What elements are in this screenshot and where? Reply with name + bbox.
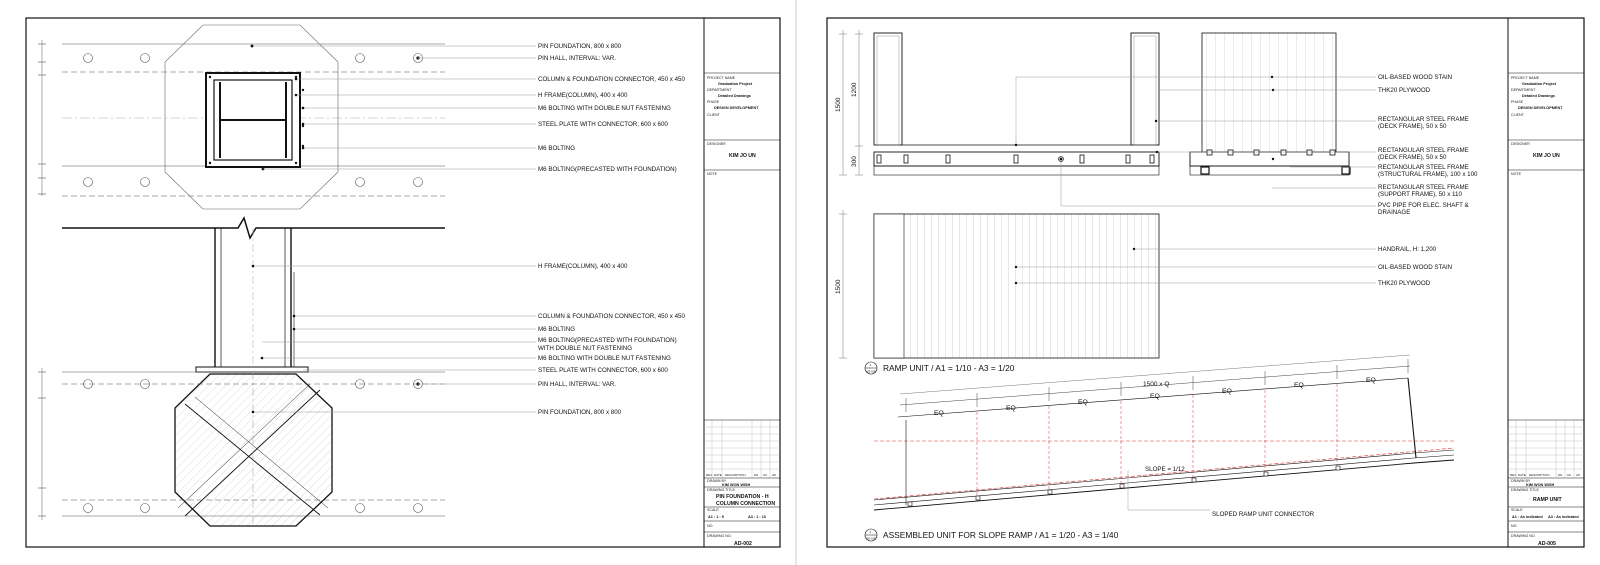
drawing-label: EQ: [934, 410, 944, 417]
drawing-label: A1 : 1 : 5: [708, 515, 724, 519]
callout-text: RECTANGULAR STEEL FRAME: [1378, 184, 1469, 191]
callout-text: M6 BOLTING(PRECASTED WITH FOUNDATION): [538, 337, 677, 344]
drawing-label: PROJECT NAME: [1511, 76, 1540, 80]
callout-text: (SUPPORT FRAME), 50 x 110: [1378, 191, 1462, 198]
drawing-label: NOTE: [1511, 172, 1521, 176]
drawing-label: CK: [763, 473, 768, 477]
drawing-label: DATE: [1518, 473, 1526, 477]
drawing-label: RAMP UNIT / A1 = 1/10 - A3 = 1/20: [883, 363, 1015, 373]
drawing-label: Graduation Project: [718, 82, 753, 86]
drawing-label: KIM WON WISH: [722, 483, 751, 487]
dim-1200: 1200: [851, 82, 858, 97]
drawing-label: ASSEMBLED UNIT FOR SLOPE RAMP / A1 = 1/20 - A3 = 1/40: [883, 530, 1119, 540]
callout-text: RECTANGULAR STEEL FRAME: [1378, 164, 1469, 171]
ramp-unit-section: [874, 33, 1159, 175]
drawing-label: DESIGNER: [1511, 142, 1530, 146]
drawing-label: RAMP UNIT: [1533, 497, 1562, 503]
ramp-unit-plan: [874, 214, 1159, 358]
drawing-label: 1: [869, 363, 872, 367]
drawing-label: CK: [1567, 473, 1572, 477]
left-sheet-frame: [26, 18, 780, 547]
drawing-label: DN: [754, 473, 759, 477]
drawing-label: PHASE: [707, 100, 720, 104]
drawing-label: NOTE: [707, 172, 717, 176]
callout-text: THK20 PLYWOOD: [1378, 87, 1431, 94]
callout-text: H FRAME(COLUMN), 400 x 400: [538, 263, 628, 270]
drawing-label: AP: [772, 473, 777, 477]
drawing-label: EQ: [1366, 377, 1376, 384]
left-callouts-bottom: [538, 263, 685, 416]
callout-text: STEEL PLATE WITH CONNECTOR, 600 x 600: [538, 121, 668, 128]
callout-text: WITH DOUBLE NUT FASTENING: [538, 345, 633, 352]
callout-text: H FRAME(COLUMN), 400 x 400: [538, 92, 628, 99]
column-elevation: [175, 228, 332, 526]
drawing-label: DEPARTMENT: [707, 88, 732, 92]
drawing-label: COLUMN CONNECTION: [716, 501, 776, 507]
connector-label: SLOPED RAMP UNIT CONNECTOR: [1212, 511, 1315, 518]
drawing-label: DESCRIPTION: [1529, 473, 1550, 477]
drawing-label: A1 : As indicated: [1512, 515, 1543, 519]
callout-text: M6 BOLTING: [538, 145, 576, 152]
callout-text: PIN FOUNDATION, 800 x 800: [538, 409, 622, 416]
callout-text: COLUMN & FOUNDATION CONNECTOR, 450 x 450: [538, 76, 685, 83]
drawing-label: REV.: [706, 473, 713, 477]
callout-text: (DECK FRAME), 50 x 50: [1378, 123, 1447, 130]
left-title-block: [704, 73, 780, 547]
dim-300: 300: [851, 156, 858, 167]
callout-text: M6 BOLTING WITH DOUBLE NUT FASTENING: [538, 355, 671, 362]
drawing-label: DESCRIPTION: [725, 473, 746, 477]
right-callouts-plan: [1378, 246, 1452, 287]
drawing-label: CLIENT: [1511, 113, 1524, 117]
drawing-label: DESIGNER: [707, 142, 726, 146]
drawing-label: EQ: [1078, 399, 1088, 406]
drawing-label: PHASE: [1511, 100, 1524, 104]
drawing-label: EQ: [1150, 393, 1160, 400]
callout-text: M6 BOLTING(PRECASTED WITH FOUNDATION): [538, 166, 677, 173]
drawing-label: DRAWING TITLE: [707, 488, 735, 492]
drawing-label: DN: [1558, 473, 1563, 477]
drawing-label: DRAWN BY: [1511, 479, 1531, 483]
callout-text: DRAINAGE: [1378, 209, 1411, 216]
drawing-label: DRAWING NO.: [1511, 534, 1536, 538]
drawing-label: AD-005: [866, 369, 877, 374]
drawing-label: Detailed Drawings: [718, 94, 751, 98]
drawing-label: PROJECT NAME: [707, 76, 736, 80]
callout-text: PVC PIPE FOR ELEC. SHAFT &: [1378, 202, 1469, 209]
ramp-unit-elevation: [1190, 33, 1350, 175]
drawing-label: PIN FOUNDATION - H: [716, 494, 769, 500]
drawing-label: KIM JO UN: [729, 153, 756, 159]
dim-plan-1500: 1500: [835, 279, 842, 294]
drawing-label: A3 : As indicated: [1548, 515, 1579, 519]
callout-text: PIN HALL, INTERVAL: VAR.: [538, 55, 617, 62]
break-line: [62, 218, 445, 238]
drawing-label: KIM WON WISH: [1526, 483, 1555, 487]
drawing-label: AD-005: [866, 536, 877, 541]
callout-text: THK20 PLYWOOD: [1378, 280, 1431, 287]
callout-text: (STRUCTURAL FRAME), 100 x 100: [1378, 171, 1478, 178]
h-column-plan: [206, 45, 304, 171]
right-dimensions: [839, 30, 863, 358]
callout-text: M6 BOLTING: [538, 326, 576, 333]
drawing-label: DESIGN DEVELOPMENT: [1518, 106, 1563, 110]
drawing-label: DESIGN DEVELOPMENT: [714, 106, 759, 110]
drawing-label: 1500 x Q: [1143, 381, 1170, 388]
caption-assembled-unit: [865, 529, 1119, 541]
drawing-label: CLIENT: [707, 113, 720, 117]
callout-text: OIL-BASED WOOD STAIN: [1378, 74, 1453, 81]
dim-1500: 1500: [835, 97, 842, 112]
right-title-block: [1508, 73, 1584, 547]
drawing-label: NO.: [707, 524, 714, 528]
drawing-label: NO.: [1511, 524, 1518, 528]
drawing-label: EQ: [1222, 388, 1232, 395]
drawing-label: A3 : 1 : 10: [748, 515, 766, 519]
drawing-label: DRAWING TITLE: [1511, 488, 1539, 492]
drawing-label: AP: [1576, 473, 1581, 477]
callout-text: STEEL PLATE WITH CONNECTOR, 600 x 600: [538, 367, 668, 374]
callout-text: PIN FOUNDATION, 800 x 800: [538, 43, 622, 50]
left-callouts-top: [538, 43, 685, 173]
drawing-label: Graduation Project: [1522, 82, 1557, 86]
drawing-label: SCALE: [1511, 508, 1523, 512]
drawing-label: DEPARTMENT: [1511, 88, 1536, 92]
drawing-label: 2: [869, 530, 872, 534]
drawing-label: DATE: [714, 473, 722, 477]
callout-text: COLUMN & FOUNDATION CONNECTOR, 450 x 450: [538, 313, 685, 320]
drawing-label: SCALE: [707, 508, 719, 512]
drawing-label: EQ: [1294, 382, 1304, 389]
slope-label: SLOPE = 1/12: [1145, 466, 1185, 473]
callout-text: (DECK FRAME), 50 x 50: [1378, 154, 1447, 161]
callout-text: RECTANGULAR STEEL FRAME: [1378, 116, 1469, 123]
callout-text: PIN HALL, INTERVAL: VAR.: [538, 381, 617, 388]
drawing-label: KIM JO UN: [1533, 153, 1560, 159]
drawing-label: EQ: [1006, 405, 1016, 412]
drawing-label: REV.: [1510, 473, 1517, 477]
drawing-label: Detailed Drawings: [1522, 94, 1555, 98]
callout-text: HANDRAIL, H: 1,200: [1378, 246, 1437, 253]
drawing-label: DRAWN BY: [707, 479, 727, 483]
callout-text: M6 BOLTING WITH DOUBLE NUT FASTENING: [538, 105, 671, 112]
right-callouts-section: [1378, 74, 1478, 216]
callout-text: RECTANGULAR STEEL FRAME: [1378, 147, 1469, 154]
drawing-label: AD-002: [734, 541, 752, 547]
caption-ramp-unit: [865, 362, 1015, 374]
drawing-label: AD-005: [1538, 541, 1556, 547]
ramp-eq-labels: [934, 377, 1376, 518]
callout-text: OIL-BASED WOOD STAIN: [1378, 264, 1453, 271]
drawing-label: DRAWING NO.: [707, 534, 732, 538]
